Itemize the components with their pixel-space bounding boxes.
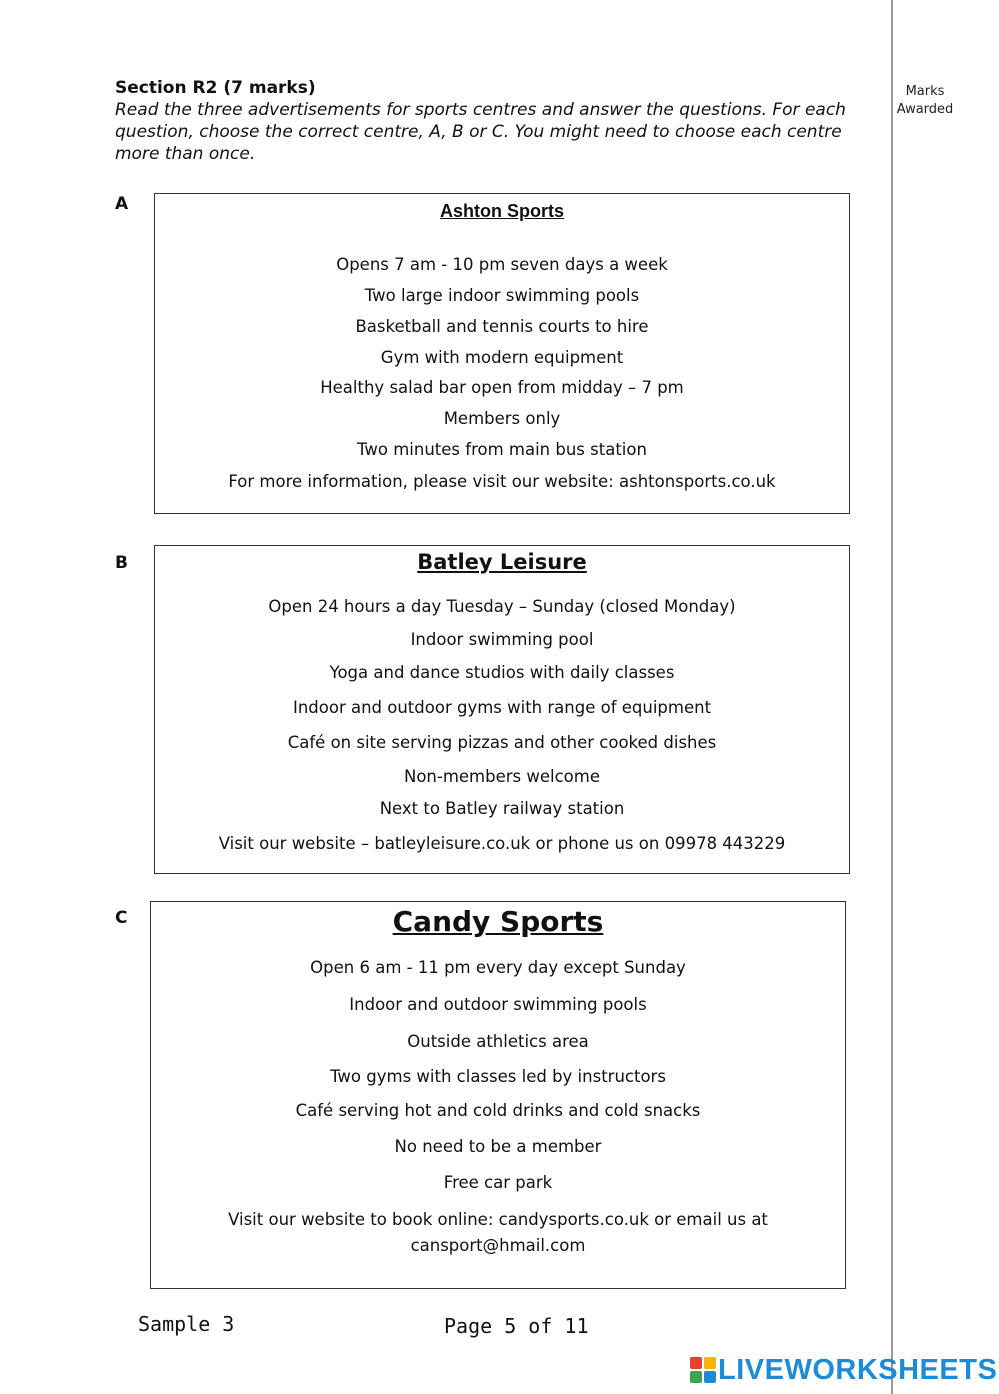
ad-c-line: Open 6 am - 11 pm every day except Sunday bbox=[310, 958, 686, 977]
liveworksheets-brand-text: LIVEWORKSHEETS bbox=[718, 1353, 998, 1386]
liveworksheets-brand[interactable] bbox=[690, 1354, 997, 1386]
ad-c-line: Café serving hot and cold drinks and cold snacks bbox=[295, 1101, 701, 1120]
ad-b-letter: B bbox=[115, 553, 128, 573]
ad-c-line: No need to be a member bbox=[394, 1137, 602, 1156]
ad-c-line: Visit our website to book online: candysports.co.uk or email us at bbox=[228, 1210, 768, 1229]
ad-a-line: Gym with modern equipment bbox=[380, 348, 624, 367]
ad-a-line: Basketball and tennis courts to hire bbox=[355, 317, 649, 336]
ad-c-box bbox=[150, 901, 846, 1289]
footer-page-number: Page 5 of 11 bbox=[444, 1314, 589, 1338]
marks-awarded-label: Marks Awarded bbox=[896, 84, 954, 117]
ad-b-line: Indoor swimming pool bbox=[410, 630, 594, 649]
ad-a-letter: A bbox=[115, 194, 129, 214]
ad-c-line: Two gyms with classes led by instructors bbox=[330, 1067, 666, 1086]
ad-b-line: Visit our website – batleyleisure.co.uk or phone us on 09978 443229 bbox=[218, 834, 786, 853]
ad-c-letter: C bbox=[115, 908, 128, 928]
ad-b-line: Café on site serving pizzas and other cooked dishes bbox=[287, 733, 717, 752]
ad-c-line: Indoor and outdoor swimming pools bbox=[349, 995, 647, 1014]
ad-a-line: Opens 7 am - 10 pm seven days a week bbox=[336, 255, 668, 274]
section-instructions: Read the three advertisements for sports centres and answer the questions. For each question, choose the correct centre, A, B or C. You might need to choose each centre more than once. bbox=[115, 100, 846, 164]
ad-c-line: Outside athletics area bbox=[407, 1032, 589, 1051]
ad-c-title: Candy Sports bbox=[392, 905, 604, 938]
ad-a-line: Healthy salad bar open from midday – 7 pm bbox=[320, 378, 684, 397]
ad-a-line: Two minutes from main bus station bbox=[357, 440, 647, 459]
ad-b-line: Indoor and outdoor gyms with range of equipment bbox=[292, 698, 712, 717]
ad-c-line: cansport@hmail.com bbox=[410, 1236, 586, 1255]
ad-c-line: Free car park bbox=[443, 1173, 553, 1192]
margin-divider-line bbox=[891, 0, 893, 1394]
ad-a-line: For more information, please visit our website: ashtonsports.co.uk bbox=[228, 472, 776, 491]
ad-b-line: Next to Batley railway station bbox=[379, 799, 625, 818]
ad-a-box bbox=[154, 193, 850, 514]
ad-a-title: Ashton Sports bbox=[440, 201, 564, 221]
ad-b-line: Open 24 hours a day Tuesday – Sunday (closed Monday) bbox=[268, 597, 736, 616]
ad-b-line: Non-members welcome bbox=[403, 767, 601, 786]
ad-b-line: Yoga and dance studios with daily classes bbox=[329, 663, 675, 682]
section-title: Section R2 (7 marks) bbox=[115, 78, 316, 98]
footer-sample-label: Sample 3 bbox=[138, 1312, 235, 1336]
liveworksheets-logo-icon bbox=[690, 1357, 716, 1383]
ad-a-line: Members only bbox=[443, 409, 561, 428]
ad-b-title: Batley Leisure bbox=[417, 550, 587, 574]
ad-b-box bbox=[154, 545, 850, 874]
ad-a-line: Two large indoor swimming pools bbox=[364, 286, 640, 305]
